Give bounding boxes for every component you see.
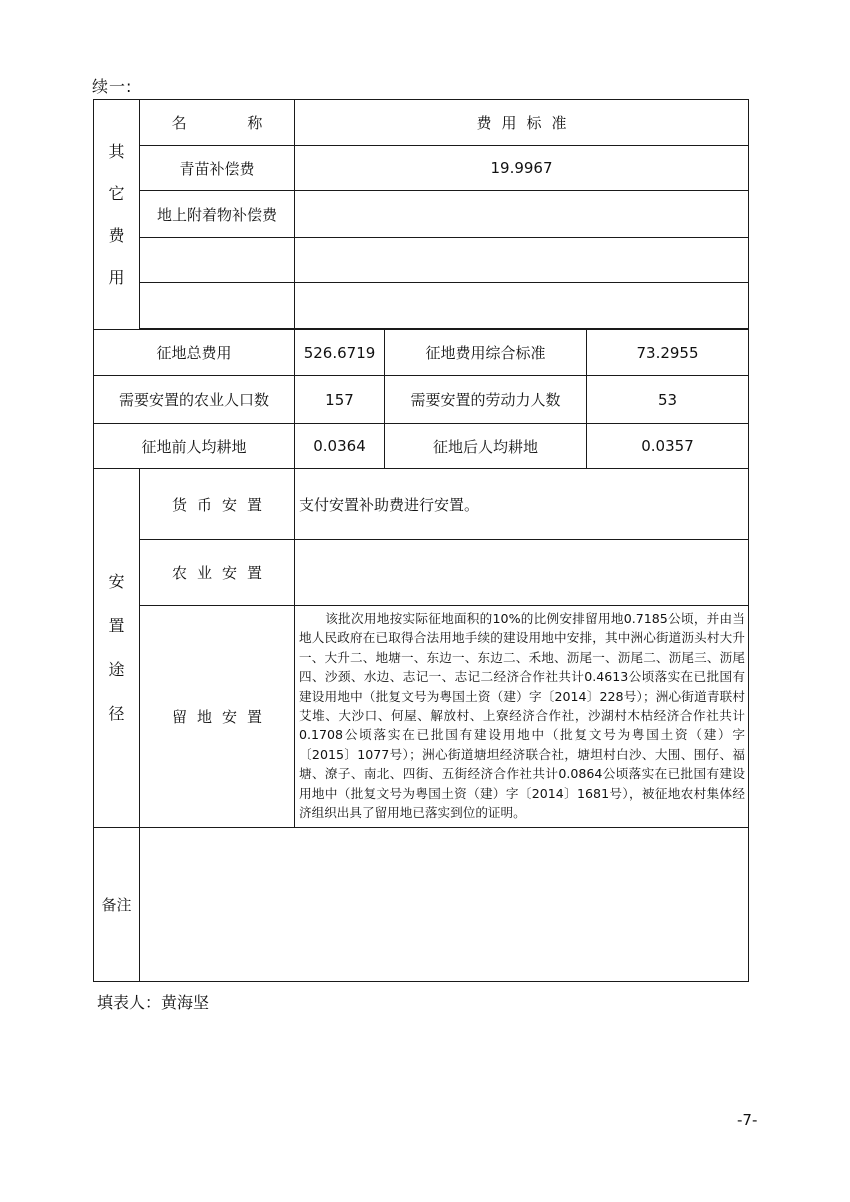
monetary-resettlement-value: 支付安置补助费进行安置。 [295, 469, 749, 540]
land-acquisition-fee-table [93, 99, 749, 982]
summary-value: 157 [295, 376, 385, 424]
summary-label: 征地前人均耕地 [94, 424, 295, 469]
fee-value: 19.9967 [295, 146, 749, 191]
monetary-resettlement-label: 货币安置 [140, 469, 295, 540]
fee-name [140, 238, 295, 283]
summary-label: 征地总费用 [94, 330, 295, 376]
fee-row [94, 146, 749, 191]
fee-value [295, 283, 749, 329]
agricultural-resettlement-value [295, 540, 749, 606]
agricultural-resettlement-label: 农业安置 [140, 540, 295, 606]
summary-value: 526.6719 [295, 330, 385, 376]
fee-name: 地上附着物补偿费 [140, 191, 295, 238]
summary-value: 0.0357 [587, 424, 749, 469]
summary-row [94, 376, 749, 424]
remarks-value [140, 828, 749, 982]
reserved-land-resettlement-label: 留地安置 [140, 606, 295, 828]
fee-row [94, 283, 749, 329]
summary-label: 征地费用综合标准 [385, 330, 587, 376]
remarks-label: 备注 [94, 828, 140, 982]
fee-value [295, 191, 749, 238]
fee-name: 青苗补偿费 [140, 146, 295, 191]
summary-row [94, 330, 749, 376]
summary-label: 征地后人均耕地 [385, 424, 587, 469]
summary-value: 53 [587, 376, 749, 424]
fee-name [140, 283, 295, 329]
continued-label: 续一: [92, 77, 133, 96]
page-number: -7- [737, 1111, 758, 1129]
reserved-land-resettlement-value: 该批次用地按实际征地面积的10%的比例安排留用地0.7185公顷，并由当地人民政府在已取得合法用地手续的建设用地中安排，其中洲心街道沥头村大升一、大升二、地塘一、东边一、东边二、禾地、沥尾一、沥尾二、沥尾三、沥尾四、沙颈、水边、志记一、志记二经济合作社共计0.4613公顷落实在已批国有建设用地中（批复文号为粤国土资（建）字〔2014〕228号）；洲心街道青联村艾堆、大沙口、何屋、解放村、上寮经济合作社，沙湖村木枯经济合作社共计0.1708公顷落实在已批国有建设用地中（批复文号为粤国土资（建）字〔2015〕1077号）；洲心街道塘坦经济联合社，塘坦村白沙、大围、围仔、福塘、潦子、南北、四街、五街经济合作社共计0.0864公顷落实在已批国有建设用地中（批复文号为粤国土资（建）字〔2014〕1681号），被征地农村集体经济组织出具了留用地已落实到位的证明。 [295, 606, 749, 828]
summary-row [94, 424, 749, 469]
summary-label: 需要安置的农业人口数 [94, 376, 295, 424]
filled-by: 填表人：黄海坚 [97, 993, 210, 1012]
fee-value [295, 238, 749, 283]
fee-standard-column-header: 费用标准 [295, 100, 749, 146]
other-fees-section-label: 其它费用 [94, 100, 140, 330]
fee-row [94, 238, 749, 283]
resettlement-section-label: 安置途径 [94, 469, 140, 828]
summary-value: 0.0364 [295, 424, 385, 469]
summary-value: 73.2955 [587, 330, 749, 376]
summary-label: 需要安置的劳动力人数 [385, 376, 587, 424]
name-column-header: 名 称 [140, 100, 295, 146]
fee-row [94, 191, 749, 238]
